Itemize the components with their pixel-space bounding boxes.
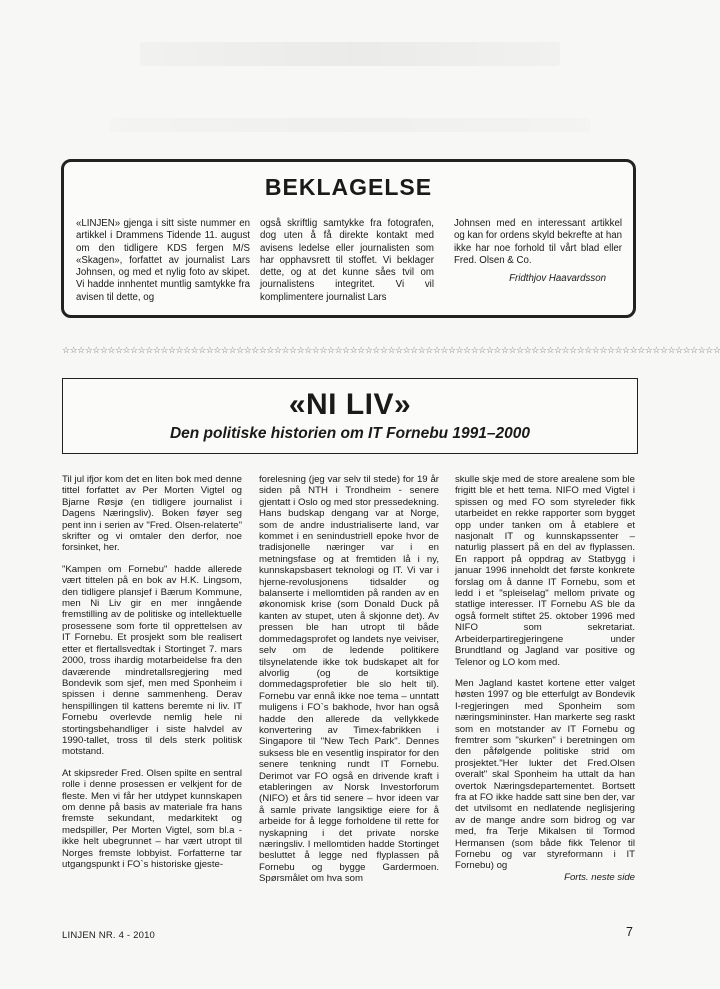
article-column-2 [259,474,439,895]
beklagelse-title: BEKLAGELSE [264,174,433,200]
beklagelse-column-2: også skriftlig samtykke fra fotografen, dog uten å få direkte kontakt med avisens ledelse eller journalisten som har opphavsrett til stoffet. Vi beklager dette, og at det kunne såes tvil om journalistens integritet. Vi vil komplimentere journalist Lars [260,218,434,303]
beklagelse-box [61,159,636,318]
article-paragraph: "Kampen om Fornebu" hadde allerede vært tittelen på en bok av H.K. Lingsom, den tidligere plansjef i Bærum Kommune, men Ni Liv gir en mer inngående fremstilling av de politiske og intellektuelle prosessene som forte til opprettelsen av IT Fornebu. Et prosjekt som ble realisert etter et flertallsvedtak i Stortinget 7. mars 2000, tross ihardig motarbeidelse fra den daværende mindretallsregjering med Bondevik som sjef, men med Sponheim i spissen i denne sammenheng. Derav henspillingen til kattens beremte ni liv. IT Fornebu overlevde nemlig hele ni stortingsbehandliger i siste halvdel av 1990-tallet, tross til dels sterk politisk motstand. [62,563,242,758]
article-subtitle: Den politiske historien om IT Fornebu 1991–2000 [169,425,531,442]
article-paragraph: At skipsreder Fred. Olsen spilte en sentral rolle i denne prosessen er velkjent for de fleste. Men vi får her utdypet kunnskapen om denne på basis av materiale fra hans fremste sekundant, medarkitekt og medspiller, Per Morten Vigtel, som bl.a - ikke helt ubegrunnet – har vært utropt til Norges fremste lobbyist. Forfatterne tar utgangspunkt i FO`s historiske gjeste- [62,767,242,870]
article-title-box [62,378,638,454]
footer-issue: LINJEN NR. 4 - 2010 [62,930,156,941]
article-paragraph: forelesning (jeg var selv til stede) for 19 år siden på NTH i Trondheim - senere gjentatt i Oslo og med stor pressedekning. Hans budskap dengang var at Norge, som de andre industrialiserte land, var kommet i en senindustriell epoke hvor de tradisjonelle næringer var i en metningsfase og at fremtiden lå i ny, kunnskapsbasert teknologi og IT. Vi var i hjerne-revolusjonens tidsalder og balanserte i mellomtiden på randen av en økonomisk krise (som Donald Duck på kanten av stupet, uten å skjonne det). Av pressen ble han utropt til både dommedagsprofet og landets nye veiviser, selv om de ledende politikere tilsynelatende ikke tok budskapet alt for alvorlig (og de kortsiktige dommedagsprofetier ble slo helt til). Fornebu var ennå ikke noe tema – unntatt muligens i FO`s bakhode, hvor han også hadde den allerede da vellykkede konvertering av Timex-fabrikken i Singapore til "New Tech Park". Dennes suksess ble en vesentlig inspirator for den senere tenkning rundt IT Fornebu. Derimot var FO også en drivende kraft i etableringen av Norsk Investorforum (NIFO) et års tid senere – hvor ideen var å samle private langsiktige eiere for å arbeide for å legge forholdene til rette for nyskapning i det private norske næringsliv. I mellomtiden hadde Stortinget besluttet å legge ned flyplassen på Fornebu og bygge Gardermoen. Spørsmålet om hva som [259,474,439,885]
article-paragraph: skulle skje med de store arealene som ble frigitt ble et hett tema. NIFO med Vigtel i spissen og med FO som styreleder fikk utarbeidet en rekke rapporter som bygget opp under tanken om å etablere et nasjonalt IT og kunnskapssenter – naturlig plassert på en del av flyplassen. En rapport på oppdrag av Statbygg i januar 1996 inneholdt det første konkrete forslag om å danne IT Fornebu, som et ledd i et "spleiselag" mellom private og statlige interesser. IT Fornebu AS ble da også formelt stiftet 25. oktober 1996 med NIFO som sekretariat. Arbeiderpartiregjeringene under Brundtland og Jagland var positive og Telenor og LO kom med. [455,474,635,668]
article-paragraph: Men Jagland kastet kortene etter valget høsten 1997 og ble etterfulgt av Bondevik I-regjeringen med Sponheim som næringsmininster. Han markerte seg raskt som en motstander av IT Fornebu og fremtrer som "skurken" i beretningen om den påfølgende politiske strid om prosjektet."Her lukter det Fred.Olsen overalt" skal Sponheim ha uttalt da han overtok Næringsdepartementet. Bortsett fra at FO ikke hadde satt sine ben der, var det utvilsomt en nedlatende neglisjering av de mange andre som bidrog og var med, fra Terje Mikalsen til Tormod Hermansen (som både fikk Telenor til Fornebu og var styreformann i IT Fornebu) og [455,677,635,872]
beklagelse-column-3-text: Johnsen med en interessant artikkel og kan for ordens skyld bekrefte at han ikke har noe forhold til vårt blad eller Fred. Olsen & Co. [454,218,622,266]
article-paragraph: Til jul ifjor kom det en liten bok med denne tittel forfattet av Per Morten Vigtel og Bjarne Røsjø (en tidligere journalist i Dagens Næringsliv). Boken føyer seg pent inn i serien av "Fred. Olsen-relaterte" skrifter og vi omtaler den derfor, noe forsinket, her. [62,474,242,554]
beklagelse-column-3 [454,218,622,285]
article-column-1 [62,474,242,880]
faded-background-heading [140,42,560,66]
article-column-3 [455,474,635,883]
star-divider: ☆☆☆☆☆☆☆☆☆☆☆☆☆☆☆☆☆☆☆☆☆☆☆☆☆☆☆☆☆☆☆☆☆☆☆☆☆☆☆☆☆☆☆☆☆☆☆☆☆☆☆☆☆☆☆☆☆☆☆☆☆☆☆☆☆☆☆☆☆☆☆☆☆☆☆☆☆☆☆☆☆☆☆☆☆☆☆ [62,345,720,355]
faded-background-line [110,118,590,132]
continued-next-page: Forts. neste side [564,871,635,883]
page-number: 7 [626,925,633,939]
beklagelse-signature: Fridthjov Haavardsson [509,273,606,285]
article-title: «NI LIV» [288,388,412,421]
beklagelse-column-1: «LINJEN» gjenga i sitt siste nummer en artikkel i Drammens Tidende 11. august om den tidligere KDS fergen M/S «Skagen», forfattet av journalist Lars Johnsen, og med et nylig foto av skipet. Vi hadde innhentet muntlig samtykke fra avisen til dette, og [76,218,250,303]
